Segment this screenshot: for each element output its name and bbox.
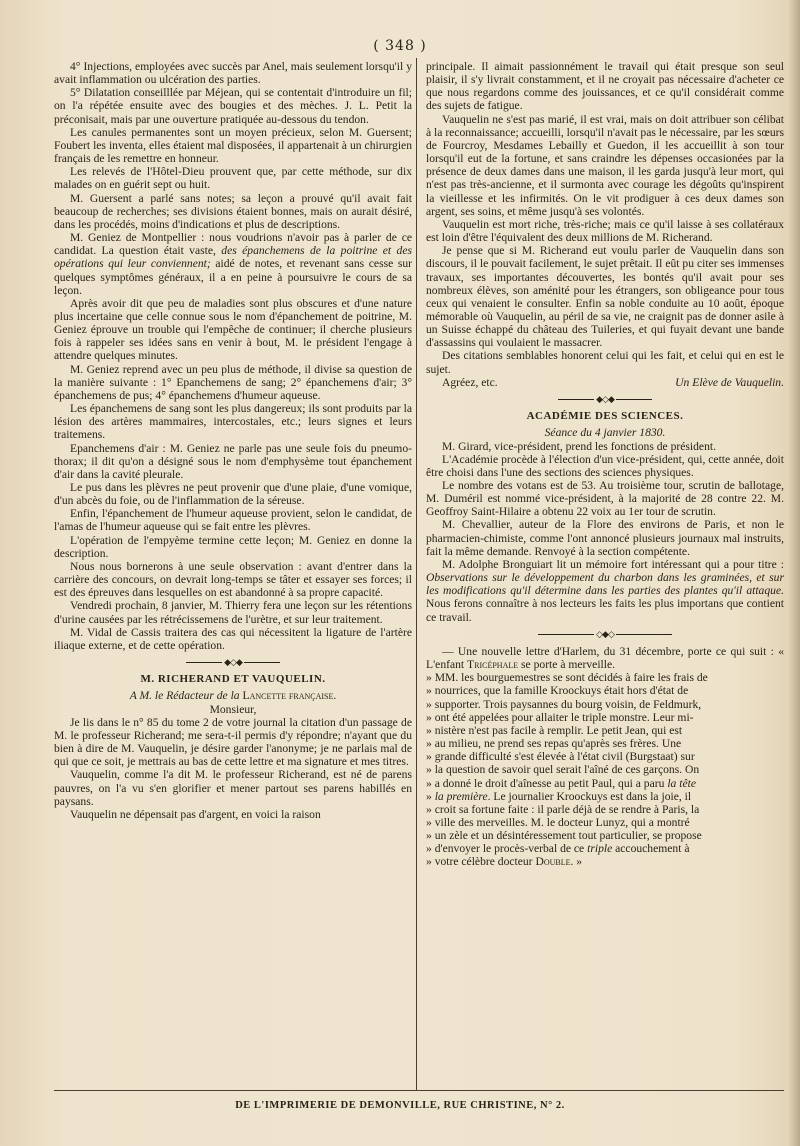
- paragraph: M. Girard, vice-président, prend les fonctions de président.: [442, 439, 716, 453]
- paragraph: Les relevés de l'Hôtel-Dieu prouvent que, par cette méthode, sur dix malades on en guérit sept ou huit.: [54, 165, 412, 192]
- page-number: ( 348 ): [373, 38, 427, 54]
- paragraph: M. Guersent a parlé sans notes; sa leçon a prouvé qu'il avait fait beaucoup de recherches; ses divisions étaient bonnes, mais on aurait désiré, dans les procédés, moins d'indications et plus de descriptions.: [54, 191, 412, 231]
- right-column: [426, 60, 784, 869]
- paragraph: Epanchemens d'air : M. Geniez ne parle pas une seule fois du pneumo-thorax; il dit qu'on a désigné sous le nom d'emphysème tout épanchement d'air dans la cavité pleurale.: [54, 441, 412, 481]
- bottom-rule: [54, 1090, 784, 1091]
- signature: Un Elève de Vauquelin.: [675, 375, 784, 389]
- text-run: » d'envoyer le procès-verbal de ce: [426, 842, 588, 856]
- session-date: [426, 426, 784, 439]
- paragraph: Vauquelin ne s'est pas marié, il est vrai, mais on doit attribuer son célibat à la reconnaissance; accueilli, lorsqu'il n'avait pas le nécessaire, par les sœurs de Fourcroy, Mesdames Lebailly et Guedon, il les accueillit à son tour lorsqu'il eut de la fortune, et sans craindre les dépenses occasionées par la présence de deux dames dans une maison, il les garda jusqu'à leur mort, qui n'est pas très-ancienne, et il surmonta avec courage les dégoûts qu'inspirent la vieillesse et les infirmités. On le vit prodiguer à ces deux dames son argent, ses soins, et même jusqu'à ses volontés.: [426, 112, 784, 218]
- ornament-bar: [558, 399, 594, 400]
- italic-run: des épanchemens de la poitrine et des opérations qui leur conviennent;: [54, 244, 412, 271]
- paragraph: Les canules permanentes sont un moyen précieux, selon M. Guersent; Foubert les inventa, elles étaient mal disposées, il appartenait à un chirurgien français de les remettre en honneur.: [54, 125, 412, 166]
- paragraph: 5° Dilatation conseilllée par Méjean, qui se contentait d'introduire un fil; on l'a répétée ensuite avec des bougies et des mèches. J. L. Petit la préconisait, mais par une ouverture pratiquée au-dessous du tendon.: [54, 86, 412, 126]
- paragraph: Les épanchemens de sang sont les plus dangereux; ils sont produits par la lésion des artères mammaires, intercostales, etc.; leurs signes et leurs traitemens.: [54, 402, 412, 442]
- ornament-bar: [186, 662, 222, 663]
- paragraph: principale. Il aimait passionnément le travail qui était presque son seul plaisir, il s'y livrait constamment, et il ne croyait pas nécessaire d'acheter ce que nous regardons comme des jouissances, et ce qu'il considérait comme des sujets de fatigue.: [426, 60, 784, 113]
- text-run: M. Adolphe Bronguiart lit un mémoire fort intéressant qui a pour titre :: [442, 557, 784, 571]
- salutation: Monsieur,: [209, 702, 257, 716]
- paragraph: 4° Injections, employées avec succès par Anel, mais seulement lorsqu'il y avait inflammation ou ulcération des parties.: [54, 60, 412, 87]
- ornament-bar: [616, 399, 652, 400]
- paragraph: Vendredi prochain, 8 janvier, M. Thierry fera une leçon sur les rétentions d'urine causées par les rétrécissemens de l'urètre, et sur leur traitement.: [54, 599, 412, 626]
- small-caps-run: Lancette française.: [242, 689, 337, 703]
- quote-line: » ont été appelées pour allaiter le triple monstre. Leur mi-: [426, 710, 694, 724]
- paragraph: Le pus dans les plèvres ne peut provenir que d'une plaie, d'une vomique, d'un abcès du foie, ou de l'inflammation de la séreuse.: [54, 481, 412, 508]
- page-edge-shadow: [788, 0, 800, 1146]
- section-ornament: [426, 628, 784, 641]
- section-heading: ACADÉMIE DES SCIENCES.: [526, 410, 684, 423]
- italic-run: la tête: [667, 776, 696, 790]
- quote-line: » nourrices, que la famille Kroockuys était hors d'état de: [426, 684, 689, 698]
- quote-line: » grande difficulté s'est élevée à l'état civil (Burgstaat) sur: [426, 750, 695, 764]
- paragraph: M. Geniez reprend avec un peu plus de méthode, il divise sa question de la manière suivante : 1° Epanchemens de sang; 2° épanchemens d'air; 3° épanchemens de pus; 4° épanchemens d'humeur aqueuse.: [54, 362, 412, 402]
- text-run: Nous ferons connaître à nos lecteurs les faits les plus importans que contient ce travail.: [426, 597, 784, 624]
- quote-line: [426, 790, 784, 803]
- quote-line: » MM. les bourguemestres se sont décidés à faire les frais de: [426, 671, 708, 685]
- text-run: . Le journalier Kroockuys est dans la joie, il: [487, 789, 692, 803]
- text-run: . »: [570, 855, 583, 869]
- text-run: M. Geniez de Montpellier : nous voudrions n'avoir pas à parler de ce candidat. La question était vaste,: [54, 231, 412, 258]
- section-ornament: [54, 656, 412, 669]
- ornament-glyph: ◇◆◇: [596, 628, 614, 639]
- paragraph: Nous nous bornerons à une seule observation : avant d'entrer dans la carrière des concours, on devrait long-temps se tâter et essayer ses forces; il est des épreuves dans lesquelles on est abandonné à sa propre capacité.: [54, 559, 412, 600]
- paragraph: Vauquelin, comme l'a dit M. le professeur Richerand, est né de parens pauvres, on l'a vu s'en glorifier et mener partout ses parens habillés en paysans.: [54, 768, 412, 808]
- section-ornament: [426, 393, 784, 406]
- ornament-glyph: ◆◇◆: [224, 657, 242, 668]
- text-run: accouchement à: [612, 842, 690, 856]
- signature-line: [426, 376, 784, 389]
- italic-run: A M. le Rédacteur de la: [129, 689, 243, 703]
- ornament-glyph: ◆◇◆: [596, 394, 614, 405]
- greeting: Agréez, etc.: [442, 375, 498, 389]
- text-run: » votre célèbre docteur: [426, 855, 536, 869]
- left-column: [54, 60, 412, 821]
- paragraph: M. Vidal de Cassis traitera des cas qui nécessitent la ligature de l'artère iliaque externe, et de cette opération.: [54, 625, 412, 652]
- quote-line: » un zèle et un désintéressement tout particulier, se propose: [426, 829, 702, 843]
- small-caps-run: Tricéphale: [467, 658, 519, 672]
- paragraph: L'Académie procède à l'élection d'un vice-président, qui, cette année, doit être choisi dans l'une des sections des sciences physiques.: [426, 452, 784, 479]
- quote-line: » la question de savoir quel serait l'aîné de ces garçons. On: [426, 763, 700, 777]
- column-divider: [416, 58, 417, 1090]
- paragraph: [54, 231, 412, 297]
- paragraph: Je pense que si M. Richerand eut voulu parler de Vauquelin dans son discours, il le pouvait facilement, le sujet prêtait. Il eût pu citer ses immenses travaux, ses importantes découvertes, les bontés qu'il avait pour ses nombreux élèves, son aménité pour les étrangers, son obligeance pour tous ceux qui venaient le consulter. Enfin sa noble conduite au 10 août, époque mémorable où Vauquelin, au péril de sa vie, ne craignit pas de donner asile à un Suisse échappé du château des Tuileries, et qui fuyait devant une bande d'assassins qui voulaient le massacrer.: [426, 244, 784, 350]
- paragraph: [426, 558, 784, 624]
- ornament-bar: [244, 662, 280, 663]
- paragraph: Après avoir dit que peu de maladies sont plus obscures et d'une nature plus incertaine que celle connue sous le nom d'épanchement de poitrine, M. Geniez éprouve un trouble qui l'empêche de continuer; il cherche plusieurs fois à rappeler ses idées sans en venir à bout, M. le président l'engage à attendre quelques minutes.: [54, 296, 412, 363]
- text-run: aidé de notes, et revenant sans cesse sur quelques symptômes généraux, il a en peine à poursuivre le cours de sa leçon.: [54, 257, 413, 297]
- section-heading: M. RICHERAND ET VAUQUELIN.: [140, 673, 326, 686]
- paragraph: L'opération de l'empyème termine cette leçon; M. Geniez en donne la description.: [54, 533, 412, 560]
- quote-line: » au milieu, ne prend ses repas qu'après ses frères. Une: [426, 737, 682, 751]
- ornament-bar: [616, 634, 672, 635]
- addressee-line: [54, 689, 412, 702]
- italic-run: Observations sur le développement du charbon dans les graminées, et sur les modifications qu'il détermine dans les parties des plantes qu'il attaque.: [426, 571, 784, 598]
- paragraph: Je lis dans le n° 85 du tome 2 de votre journal la citation d'un passage de M. le professeur Richerand; me sera-t-il permis d'y répondre; n'ayant que du bien à dire de M. Vauquelin, je désire garder l'anonyme; je ne parlais mal de qui que ce soit, je mettrais au bas de cette lettre et ma signature et mes titres.: [54, 715, 412, 769]
- text-run: » a donné le droit d'aînesse au petit Paul, qui a paru: [426, 776, 668, 790]
- paragraph: Enfin, l'épanchement de l'humeur aqueuse provient, selon le candidat, de l'amas de l'humeur aqueuse qui se fait entre les plèvres.: [54, 507, 412, 534]
- quote-line: [426, 777, 784, 790]
- quote-line: [426, 842, 784, 855]
- quote-line: » supporter. Trois paysannes du bourg voisin, de Feldmurk,: [426, 697, 702, 711]
- italic-run: la première: [434, 789, 488, 803]
- quote-line: » ville des merveilles. M. le docteur Lunyz, qui a montré: [426, 816, 690, 829]
- text-run: — Une nouvelle lettre d'Harlem, du 31 décembre, porte ce qui suit : « L'enfant: [426, 644, 784, 672]
- quote-mark: »: [426, 789, 435, 803]
- paragraph: M. Chevallier, auteur de la Flore des environs de Paris, et non le pharmacien-chimiste, comme l'ont annoncé plusieurs journaux mal instruits, fait la même demande. Renvoyé à la section compétente.: [426, 518, 784, 558]
- italic-run: Séance du 4 janvier 1830.: [544, 426, 666, 440]
- paragraph: Le nombre des votans est de 53. Au troisième tour, scrutin de ballotage, M. Duméril est nommé vice-président, à la majorité de 28 contre 22. M. Geoffroy Saint-Hilaire a obtenu 22 voix au 1er tour de scrutin.: [426, 478, 784, 519]
- paragraph: [426, 645, 784, 671]
- ornament-bar: [538, 634, 594, 635]
- italic-run: triple: [587, 842, 613, 856]
- text-run: se porte à merveille.: [518, 658, 616, 672]
- small-caps-run: Double: [535, 855, 571, 869]
- paragraph: Vauquelin est mort riche, très-riche; mais ce qu'il laisse à ses collatéraux est loin d'être l'équivalent des deux millions de M. Richerand.: [426, 217, 784, 245]
- paragraph: Vauquelin ne dépensait pas d'argent, en voici la raison: [70, 807, 321, 821]
- quote-line: » croit sa fortune faite : il parle déjà de se rendre à Paris, la: [426, 802, 700, 816]
- quote-line: [426, 855, 784, 868]
- printer-imprint: DE L'IMPRIMERIE DE DEMONVILLE, RUE CHRISTINE, N° 2.: [235, 1100, 565, 1111]
- paragraph: Des citations semblables honorent celui qui les fait, et celui qui en est le sujet.: [426, 349, 784, 376]
- quote-line: » nistère n'est pas facile à remplir. Le petit Jean, qui est: [426, 723, 683, 737]
